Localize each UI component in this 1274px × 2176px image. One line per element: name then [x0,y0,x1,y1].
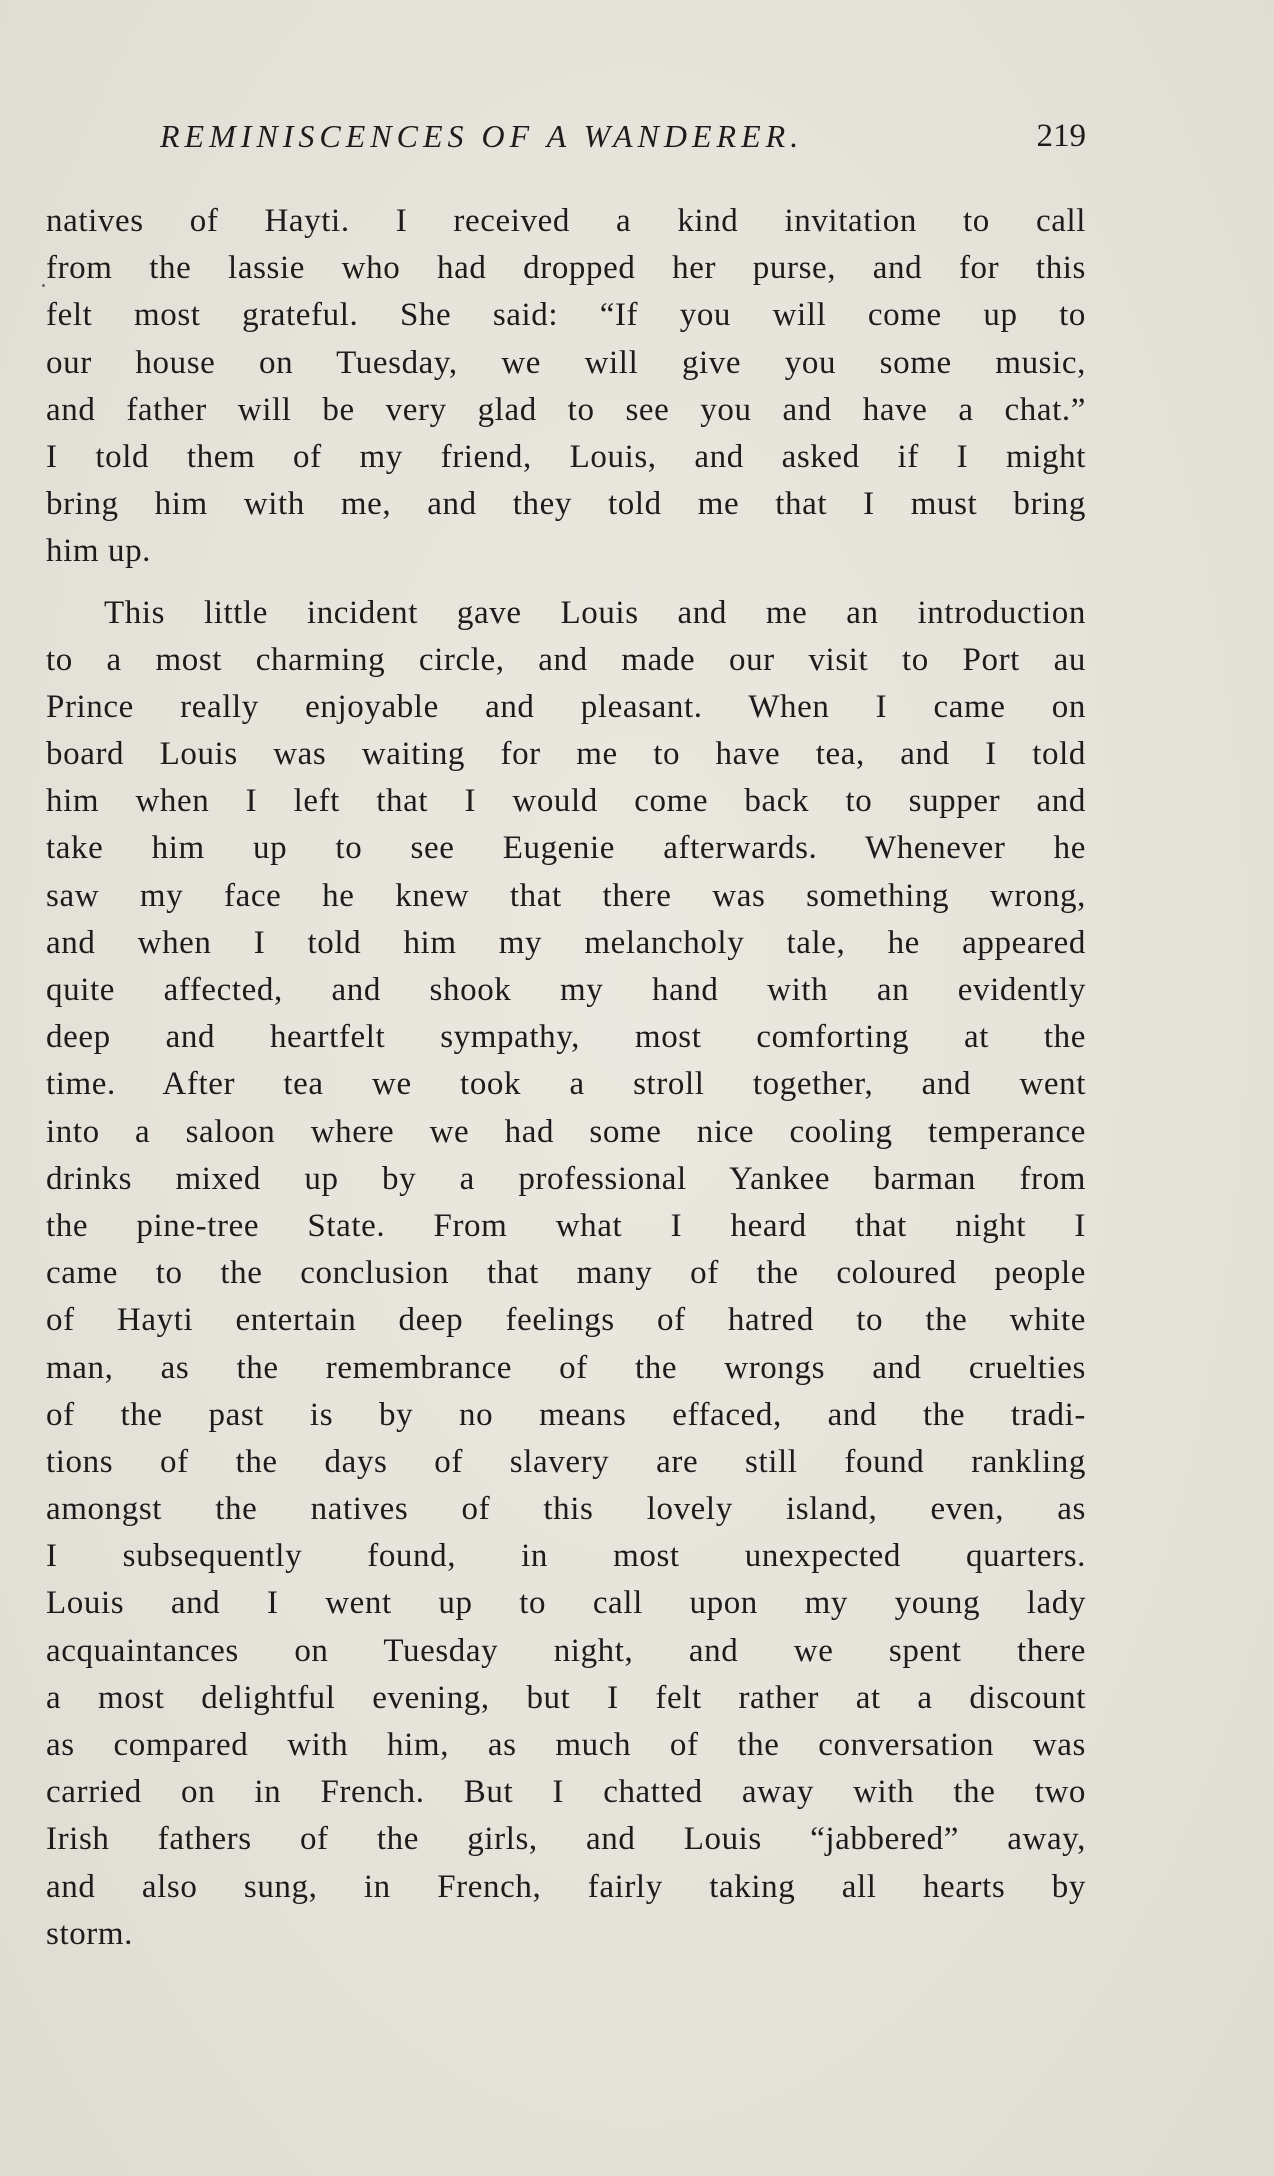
text-line: Prince really enjoyable and pleasant. When I came on [46,688,1086,725]
paper-speck [42,284,45,287]
text-line: our house on Tuesday, we will give you some music, [46,344,1086,381]
text-line: as compared with him, as much of the conversation was [46,1727,1086,1763]
text-line: storm. [46,1915,134,1952]
text-line: and when I told him my melancholy tale, he appeared [46,924,1086,961]
text-line: came to the conclusion that many of the coloured people [46,1255,1086,1292]
paragraph [46,198,1086,576]
text-line: bring him with me, and they told me that I must bring [46,486,1086,523]
page-header [46,118,1086,168]
paragraph [46,590,1086,1958]
text-line: into a saloon where we had some nice cooling temperance [46,1113,1086,1150]
text-line: This little incident gave Louis and me an introduction [104,594,1086,631]
text-line: quite affected, and shook my hand with an evidently [46,972,1086,1008]
text-line: the pine-tree State. From what I heard that night I [46,1207,1086,1244]
text-line: natives of Hayti. I received a kind invitation to call [46,203,1086,239]
text-line: of the past is by no means effaced, and the tradi- [46,1396,1086,1433]
text-line: time. After tea we took a stroll together, and went [46,1066,1086,1103]
text-line: and father will be very glad to see you and have a chat.” [46,391,1086,428]
running-head: REMINISCENCES OF A WANDERER. [160,118,804,154]
text-line: take him up to see Eugenie afterwards. Whenever he [46,830,1086,867]
text-line: of Hayti entertain deep feelings of hatred to the white [46,1302,1086,1339]
text-line: Louis and I went up to call upon my young lady [46,1585,1086,1622]
text-line: deep and heartfelt sympathy, most comforting at the [46,1019,1086,1056]
text-line: him when I left that I would come back to supper and [46,783,1086,820]
text-line: from the lassie who had dropped her purse, and for this [46,250,1086,287]
text-line: amongst the natives of this lovely island, even, as [46,1491,1086,1528]
text-line: drinks mixed up by a professional Yankee barman from [46,1160,1086,1197]
text-line: acquaintances on Tuesday night, and we spent there [46,1632,1086,1669]
body-text [46,198,1086,1958]
text-line: board Louis was waiting for me to have tea, and I told [46,736,1086,773]
text-line: Irish fathers of the girls, and Louis “jabbered” away, [46,1821,1086,1858]
text-line: carried on in French. But I chatted away with the two [46,1774,1086,1811]
text-line: I subsequently found, in most unexpected quarters. [46,1538,1086,1575]
text-line: I told them of my friend, Louis, and asked if I might [46,438,1086,475]
text-line: to a most charming circle, and made our visit to Port au [46,641,1086,678]
text-line: saw my face he knew that there was something wrong, [46,877,1086,914]
text-line: tions of the days of slavery are still found rankling [46,1443,1086,1480]
text-line: and also sung, in French, fairly taking all hearts by [46,1868,1086,1905]
paragraph-gap [46,576,1086,590]
text-line: man, as the remembrance of the wrongs and cruelties [46,1349,1086,1386]
text-line: felt most grateful. She said: “If you will come up to [46,297,1086,334]
text-line: him up. [46,533,152,570]
page-number: 219 [1036,118,1086,154]
text-line: a most delightful evening, but I felt rather at a discount [46,1679,1086,1716]
